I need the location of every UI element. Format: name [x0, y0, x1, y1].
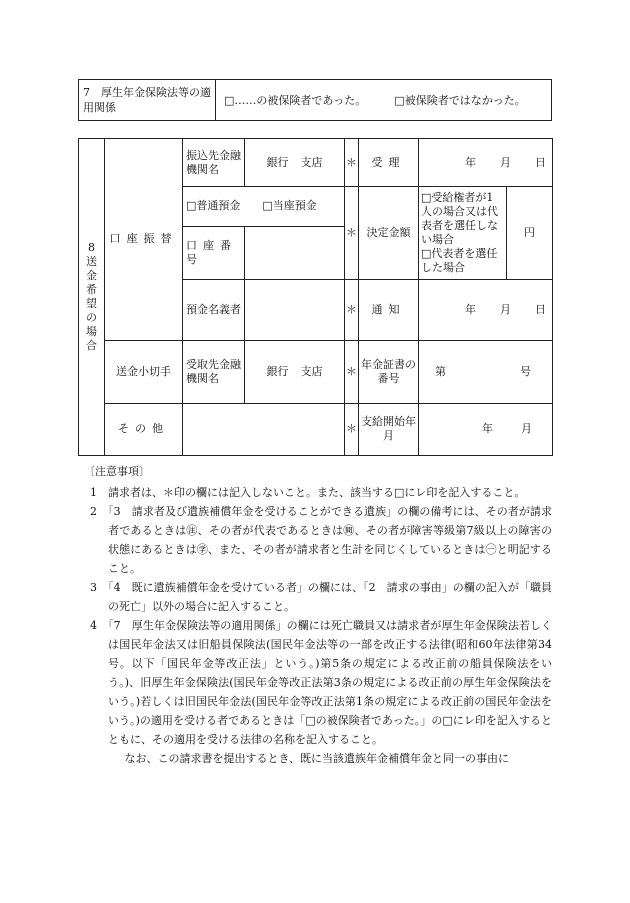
current-deposit-checkbox[interactable]: □当座預金	[262, 199, 317, 213]
ordinary-deposit-checkbox[interactable]: □普通預金	[186, 199, 241, 213]
receipt-date-field[interactable]: 年 月 日	[419, 139, 553, 187]
recipient-options	[419, 187, 507, 280]
transfer-institution-label: 振込先金融機関名	[183, 139, 245, 187]
notice-star: ＊	[345, 280, 359, 341]
notice-date-field[interactable]: 年 月 日	[419, 280, 553, 341]
check-label: 送金小切手	[105, 340, 183, 403]
note-continuation: なお、この請求書を提出するとき、既に当該遺族年金補償年金と同一の事由に	[124, 752, 510, 765]
payment-start-field[interactable]: 年 月	[419, 403, 553, 455]
section-8-table	[78, 138, 553, 456]
notice-label: 通知	[359, 280, 419, 341]
account-number-label: 口座番号	[183, 226, 245, 280]
section-7-table	[78, 79, 552, 121]
cert-number-field[interactable]: 第 号	[419, 340, 553, 403]
payment-start-label: 支給開始年月	[359, 403, 419, 455]
other-label: その他	[105, 403, 183, 455]
cert-number-label: 年金証書の番号	[359, 340, 419, 403]
decided-amount-star: ＊	[345, 187, 359, 280]
decided-amount-field[interactable]: 円	[507, 187, 553, 280]
account-number-field[interactable]	[245, 226, 345, 280]
section-7-label: 7 厚生年金保険法等の適用関係	[79, 80, 216, 121]
receiving-bank-field[interactable]: 銀行 支店	[245, 340, 345, 403]
transfer-bank-field[interactable]: 銀行 支店	[245, 139, 345, 187]
note-item-3: 3 「4 既に遺族補償年金を受けている者」の欄には、「2 請求の事由」の欄の記入が「職員の死亡」以外の場合に記入すること。	[90, 581, 552, 613]
option-insured[interactable]: □……の被保険者であった。	[224, 94, 367, 107]
receiving-institution-label: 受取先金融機関名	[183, 340, 245, 403]
receipt-label: 受理	[359, 139, 419, 187]
depositor-name-label: 預金名義者	[183, 280, 245, 341]
depositor-name-field[interactable]	[245, 280, 345, 341]
section-7-options	[216, 80, 552, 121]
other-field[interactable]	[183, 403, 345, 455]
cert-star: ＊	[345, 340, 359, 403]
section-8-label: 8 送 金 希 望 の 場 合	[79, 139, 105, 456]
note-item-2: 2 「3 請求者及び遺族補償年金を受けることができる遺族」の欄の備考には、その者が請求者であるときは㊟、その者が代表であるときは㉄、その者が障害等級第7級以上の障害の状態にあるときは㊫、また、その者が請求者と生計を同じくしているときは㊀と明記すること。	[90, 505, 552, 575]
receipt-star: ＊	[345, 139, 359, 187]
deposit-type-field	[183, 187, 345, 227]
option-representative[interactable]: □代表者を選任した場合	[421, 247, 498, 275]
account-transfer-label: 口座振替	[105, 139, 183, 341]
notes-section	[84, 462, 552, 768]
decided-amount-label: 決定金額	[359, 187, 419, 280]
option-single-recipient[interactable]: □受給権者が1人の場合又は代表者を選任しない場合	[421, 191, 498, 247]
note-item-4: 4 「7 厚生年金保険法等の適用関係」の欄には死亡職員又は請求者が厚生年金保険法若しくは国民年金法又は旧船員保険法(国民年金法等の一部を改正する法律(昭和60年法律第34号。以下「国民年金等改正法」という。)第5条の規定による改正前の船員保険法をいう。)、旧厚生年金保険法(国民年金等改正法第3条の規定による改正前の厚生年金保険法をいう。)若しくは旧国民年金法(国民年金等改正法第1条の規定による改正前の国民年金法をいう。)の適用を受ける者であるときは「□の被保険者であった。」の□にレ印を記入するとともに、その適用を受ける法律の名称を記入すること。	[90, 619, 552, 746]
notes-heading: 〔注意事項〕	[84, 465, 150, 478]
payment-start-star: ＊	[345, 403, 359, 455]
option-not-insured[interactable]: □被保険者ではなかった。	[394, 94, 526, 107]
note-item-1: 1 請求者は、＊印の欄には記入しないこと。また、該当する□にレ印を記入すること。	[90, 486, 526, 499]
